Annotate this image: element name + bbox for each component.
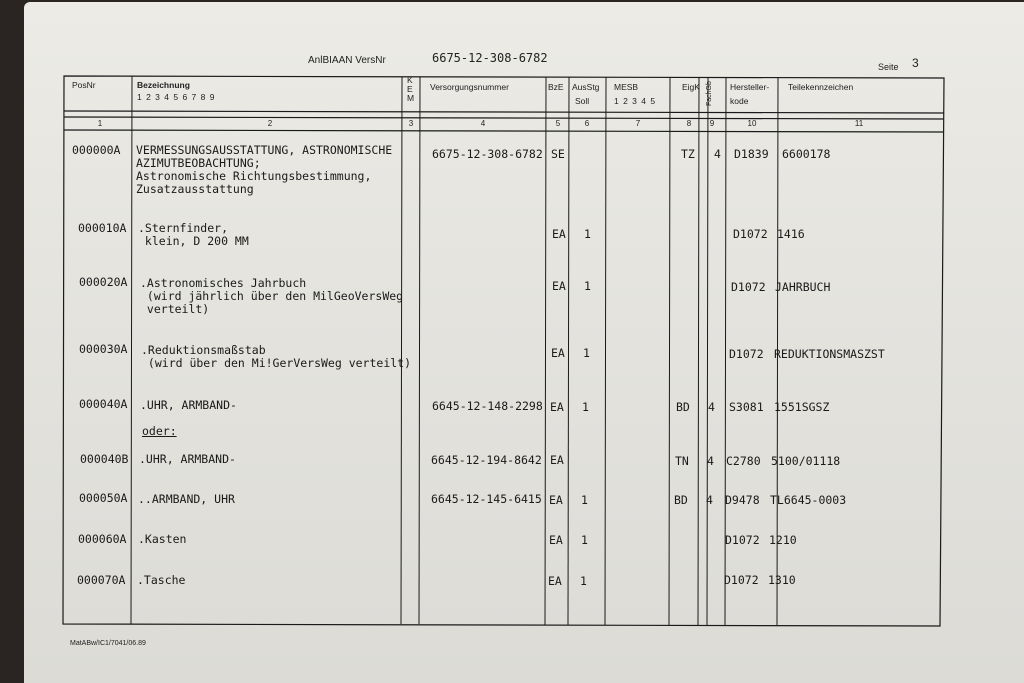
- row-teilekennzeichen: TL6645-0003: [770, 493, 847, 507]
- col-header-ausstg: AusStg: [572, 82, 600, 92]
- row-posnr: 000010A: [78, 221, 127, 235]
- row-eigk: TZ: [681, 147, 695, 161]
- col-header-mesb-scale: 1 2 3 4 5: [614, 96, 656, 106]
- row-hersteller: D1072: [733, 227, 768, 241]
- row-teilekennzeichen: 1551SGSZ: [774, 400, 830, 414]
- row-fachgb: 4: [714, 147, 721, 161]
- row-posnr: 000040A: [79, 397, 128, 411]
- row-teilekennzeichen: 6600178: [782, 147, 831, 161]
- col-header-soll: Soll: [575, 96, 590, 106]
- row-soll: 1: [580, 574, 587, 588]
- row-eigk: BD: [676, 400, 690, 414]
- row-bezeichnung: .Tasche: [137, 573, 186, 587]
- page-number: 3: [912, 56, 919, 70]
- row-posnr: 000020A: [79, 275, 128, 289]
- col-header-posnr: PosNr: [72, 80, 96, 90]
- col-header-bezeichnung-scale: 1 2 3 4 5 6 7 8 9: [137, 92, 215, 102]
- row-bze: EA: [548, 574, 562, 588]
- row-bezeichnung: .Astronomisches Jahrbuch (wird jährlich über den MilGeoVersWeg verteilt): [140, 276, 404, 316]
- row-bze: EA: [550, 400, 564, 414]
- col-number: 4: [480, 119, 486, 128]
- col-header-eigk: EigK: [682, 82, 700, 92]
- row-soll: 1: [581, 493, 588, 507]
- row-bezeichnung: ..ARMBAND, UHR: [138, 492, 235, 506]
- row-bezeichnung: .Reduktionsmaßstab (wird über den Mi!GerVersWeg verteilt): [141, 343, 412, 370]
- row-posnr: 000060A: [78, 532, 127, 546]
- row-soll: 1: [581, 533, 588, 547]
- alternative-label: oder:: [142, 424, 177, 438]
- col-number: 8: [686, 119, 692, 128]
- col-number: 10: [747, 119, 757, 128]
- row-bezeichnung: .Sternfinder, klein, D 200 MM: [138, 221, 249, 248]
- row-hersteller: D1839: [734, 147, 769, 161]
- row-teilekennzeichen: JAHRBUCH: [775, 280, 831, 294]
- row-versorgungsnummer: 6645-12-145-6415: [431, 492, 542, 506]
- col-number: 11: [854, 119, 864, 128]
- row-posnr: 000030A: [79, 342, 128, 356]
- row-hersteller: D1072: [724, 573, 759, 587]
- row-soll: 1: [582, 400, 589, 414]
- col-header-versorgungsnummer: Versorgungsnummer: [430, 82, 509, 92]
- row-bze: EA: [551, 346, 565, 360]
- col-header-hersteller: Hersteller-: [730, 82, 770, 92]
- row-bezeichnung: .UHR, ARMBAND-: [140, 398, 237, 412]
- col-number: 1: [97, 119, 103, 128]
- col-header-bezeichnung: Bezeichnung: [137, 80, 190, 90]
- row-bze: EA: [549, 493, 563, 507]
- col-header-fachgb: FachGb: [706, 81, 713, 106]
- col-header-kode: kode: [730, 96, 749, 106]
- row-teilekennzeichen: REDUKTIONSMASZST: [774, 347, 885, 361]
- col-header-kem: K E M: [407, 75, 415, 103]
- row-bezeichnung: .UHR, ARMBAND-: [139, 452, 236, 466]
- row-soll: 1: [584, 279, 591, 293]
- row-teilekennzeichen: 1416: [777, 227, 805, 241]
- col-number: 6: [584, 119, 590, 128]
- row-hersteller: D9478: [725, 493, 760, 507]
- row-soll: 1: [583, 346, 590, 360]
- col-header-bze: BzE: [548, 82, 564, 92]
- page-title: AnlBIAAN VersNr: [308, 55, 386, 66]
- col-number: 3: [408, 119, 414, 128]
- col-number: 5: [555, 119, 561, 128]
- row-hersteller: D1072: [729, 347, 764, 361]
- form-footer: MatABw/IC1/7041/06.89: [70, 640, 146, 647]
- row-posnr: 000000A: [72, 143, 121, 157]
- row-versorgungsnummer: 6645-12-148-2298: [432, 399, 543, 413]
- col-number: 7: [635, 119, 641, 128]
- row-versorgungsnummer: 6675-12-308-6782: [432, 147, 543, 161]
- row-posnr: 000040B: [80, 452, 129, 466]
- col-header-teilekennzeichen: Teilekennzeichen: [788, 82, 854, 92]
- row-bze: EA: [552, 227, 566, 241]
- row-bze: EA: [552, 279, 566, 293]
- row-soll: 1: [584, 227, 591, 241]
- row-bezeichnung: .Kasten: [138, 532, 187, 546]
- col-header-mesb: MESB: [614, 82, 639, 92]
- row-posnr: 000070A: [77, 573, 126, 587]
- col-number: 2: [267, 119, 273, 128]
- row-eigk: TN: [675, 454, 689, 468]
- version-number: 6675-12-308-6782: [432, 51, 548, 65]
- row-hersteller: C2780: [726, 454, 761, 468]
- row-posnr: 000050A: [79, 491, 128, 505]
- row-teilekennzeichen: 1310: [768, 573, 796, 587]
- row-bezeichnung: VERMESSUNGSAUSSTATTUNG, ASTRONOMISCHE AZIMUTBEOBACHTUNG; Astronomische Richtungsbestimmung, Zusatzausstattung: [136, 143, 393, 196]
- row-hersteller: D1072: [725, 533, 760, 547]
- col-number: 9: [709, 119, 715, 128]
- row-fachgb: 4: [708, 400, 715, 414]
- row-bze: SE: [551, 147, 565, 161]
- row-versorgungsnummer: 6645-12-194-8642: [431, 453, 542, 467]
- row-teilekennzeichen: 1210: [769, 533, 797, 547]
- row-fachgb: 4: [706, 493, 713, 507]
- row-hersteller: S3081: [729, 400, 764, 414]
- row-teilekennzeichen: 5100/01118: [771, 454, 841, 468]
- page-label: Seite: [878, 62, 899, 72]
- row-hersteller: D1072: [731, 280, 766, 294]
- row-bze: EA: [550, 453, 564, 467]
- row-bze: EA: [549, 533, 563, 547]
- row-eigk: BD: [674, 493, 688, 507]
- row-fachgb: 4: [707, 454, 714, 468]
